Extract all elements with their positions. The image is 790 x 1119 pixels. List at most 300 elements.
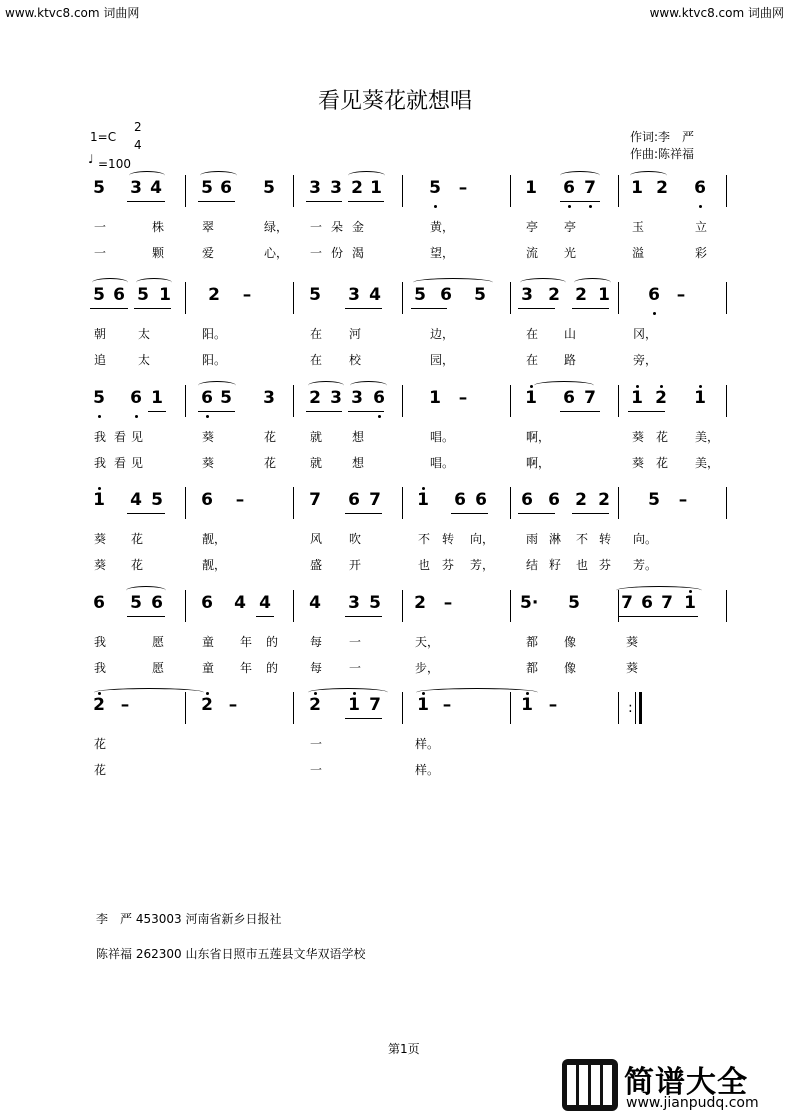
lyric-verse1: 啊， [526, 430, 551, 444]
header-left: www.ktvc8.com 词曲网 [5, 6, 140, 20]
lyric-verse2: 光 [564, 246, 577, 260]
bar-line [185, 590, 186, 622]
lyric-verse2: 也 [418, 558, 431, 572]
note: 1 [521, 695, 533, 715]
note: 1 [417, 695, 429, 715]
lyric-verse2: 愿 [152, 661, 165, 675]
beam-underline [127, 513, 165, 514]
slur [198, 381, 236, 390]
lyric-verse2: 芬 [442, 558, 455, 572]
bar-line [185, 282, 186, 314]
bar-line [293, 175, 294, 207]
octave-dot [526, 692, 529, 695]
note: 5 [369, 593, 381, 613]
note: 2 [309, 695, 321, 715]
note: 4 [130, 490, 142, 510]
note: 2 [598, 490, 610, 510]
key-signature: 1=C [90, 130, 117, 144]
lyric-verse2: 一 [349, 661, 362, 675]
lyric-verse2: 也 [576, 558, 589, 572]
lyric-verse1: 花 [131, 532, 144, 546]
lyric-verse2: 溢 [632, 246, 645, 260]
bar-line [293, 282, 294, 314]
note: 7 [369, 695, 381, 715]
slur [413, 278, 493, 287]
note: 1 [684, 593, 696, 613]
lyric-verse2: 阳。 [202, 353, 227, 367]
note: 2 [656, 178, 668, 198]
slur [520, 278, 566, 287]
note: 6 [201, 490, 213, 510]
octave-dot [98, 487, 101, 490]
beam-underline [348, 201, 384, 202]
lyric-verse1: 看 [114, 430, 127, 444]
lyric-verse2: 我 [94, 661, 107, 675]
lyric-verse2: 美， [695, 456, 720, 470]
octave-dot [660, 385, 663, 388]
bar-line [618, 175, 619, 207]
note: 1 [348, 695, 360, 715]
note: 1 [598, 285, 610, 305]
beam-underline [345, 308, 382, 309]
note: 5 [414, 285, 426, 305]
note: – [548, 695, 558, 715]
note: 6 [151, 593, 163, 613]
beam-underline [127, 201, 165, 202]
lyric-verse2: 望， [430, 246, 455, 260]
lyric-verse1: 美， [695, 430, 720, 444]
lyric-verse2: 太 [138, 353, 151, 367]
note: 6 [454, 490, 466, 510]
note: 5 [474, 285, 486, 305]
note: 2 [208, 285, 220, 305]
note: 5 [93, 285, 105, 305]
slur [200, 171, 237, 180]
lyric-verse1: 花 [264, 430, 277, 444]
lyric-verse2: 一 [310, 763, 323, 777]
lyric-verse1: 天， [415, 635, 440, 649]
lyric-verse2: 葵 [94, 558, 107, 572]
octave-dot [689, 590, 692, 593]
note: – [458, 178, 468, 198]
octave-dot [530, 385, 533, 388]
slur [308, 381, 344, 390]
bar-line [402, 282, 403, 314]
page-title: 看见葵花就想唱 [317, 89, 472, 114]
lyric-verse1: 愿 [152, 635, 165, 649]
note: 6 [521, 490, 533, 510]
note: 5 [130, 593, 142, 613]
octave-dot [135, 415, 138, 418]
lyric-verse2: 一 [310, 246, 323, 260]
octave-dot [589, 205, 592, 208]
lyric-verse2: 在 [310, 353, 323, 367]
lyric-verse1: 一 [94, 220, 107, 234]
note: 5 [220, 388, 232, 408]
note: 3 [263, 388, 275, 408]
note: 3 [521, 285, 533, 305]
staff-row [88, 487, 728, 587]
bar-line [618, 692, 619, 724]
note: 4 [369, 285, 381, 305]
beam-underline [572, 513, 609, 514]
note: 2 [201, 695, 213, 715]
octave-dot [206, 415, 209, 418]
octave-dot [353, 692, 356, 695]
lyric-verse2: 的 [266, 661, 279, 675]
beam-underline [256, 616, 274, 617]
note: 7 [621, 593, 633, 613]
bar-line [618, 282, 619, 314]
lyric-verse2: 开 [349, 558, 362, 572]
lyric-verse1: 一 [349, 635, 362, 649]
lyric-verse2: 一 [94, 246, 107, 260]
octave-dot [422, 692, 425, 695]
lyric-verse2: 年 [240, 661, 253, 675]
lyric-verse1: 向， [470, 532, 495, 546]
lyric-verse2: 花 [131, 558, 144, 572]
note: 3 [330, 388, 342, 408]
lyric-verse2: 心， [264, 246, 289, 260]
lyric-verse1: 唱。 [430, 430, 455, 444]
bar-line [402, 385, 403, 417]
beam-underline [518, 513, 555, 514]
bar-line [726, 175, 727, 207]
note: – [442, 695, 452, 715]
lyric-verse1: 朝 [94, 327, 107, 341]
beam-underline [560, 411, 600, 412]
beam-underline [345, 513, 382, 514]
staff-row [88, 692, 728, 792]
beam-underline [628, 411, 665, 412]
note: 5 [93, 388, 105, 408]
octave-dot [314, 692, 317, 695]
lyric-verse2: 就 [310, 456, 323, 470]
lyric-verse2: 结 [526, 558, 539, 572]
lyric-verse2: 在 [526, 353, 539, 367]
lyric-verse1: 的 [266, 635, 279, 649]
lyric-verse2: 盛 [310, 558, 323, 572]
slur [348, 171, 385, 180]
beam-underline [90, 308, 128, 309]
note: 6 [348, 490, 360, 510]
note: 4 [259, 593, 271, 613]
lyric-verse1: 太 [138, 327, 151, 341]
octave-dot [434, 205, 437, 208]
note: 7 [584, 178, 596, 198]
note: 1 [631, 388, 643, 408]
lyric-verse2: 每 [310, 661, 323, 675]
bar-line [618, 385, 619, 417]
note: 2 [351, 178, 363, 198]
note: 6 [694, 178, 706, 198]
note: 3 [330, 178, 342, 198]
bar-line [510, 385, 511, 417]
lyric-verse1: 阳。 [202, 327, 227, 341]
lyric-verse1: 朵 [331, 220, 344, 234]
bar-line [510, 175, 511, 207]
lyric-verse1: 绿， [264, 220, 289, 234]
lyric-verse2: 芬 [599, 558, 612, 572]
lyric-verse2: 流 [526, 246, 539, 260]
note: 2 [93, 695, 105, 715]
note: 6 [563, 388, 575, 408]
lyric-verse1: 株 [152, 220, 165, 234]
octave-dot [378, 415, 381, 418]
lyric-verse1: 就 [310, 430, 323, 444]
note: 6 [440, 285, 452, 305]
note: – [458, 388, 468, 408]
lyric-verse2: 籽 [549, 558, 562, 572]
note: 5 [93, 178, 105, 198]
beam-underline [560, 201, 600, 202]
lyric-verse2: 我 [94, 456, 107, 470]
lyric-verse1: 转 [599, 532, 612, 546]
note: 2 [575, 285, 587, 305]
lyric-verse1: 不 [576, 532, 589, 546]
note: 7 [584, 388, 596, 408]
bar-line [293, 487, 294, 519]
note: 3 [130, 178, 142, 198]
lyric-verse1: 玉 [632, 220, 645, 234]
note: 6 [130, 388, 142, 408]
lyric-verse1: 亭 [564, 220, 577, 234]
note: 5 [201, 178, 213, 198]
time-bottom: 4 [134, 138, 142, 152]
lyric-verse2: 葵 [632, 456, 645, 470]
note: 4 [309, 593, 321, 613]
beam-underline [198, 411, 235, 412]
lyric-verse1: 吹 [349, 532, 362, 546]
note: – [242, 285, 252, 305]
lyric-verse1: 金 [352, 220, 365, 234]
beam-underline [572, 308, 609, 309]
slur [416, 688, 538, 697]
lyric-verse1: 向。 [633, 532, 658, 546]
tempo: =100 [98, 157, 131, 171]
lyric-verse1: 淋 [549, 532, 562, 546]
lyric-verse1: 立 [695, 220, 708, 234]
note: – [676, 285, 686, 305]
beam-underline [618, 616, 698, 617]
lyric-verse1: 年 [240, 635, 253, 649]
bar-line [185, 175, 186, 207]
note: 4 [150, 178, 162, 198]
piano-icon [560, 1057, 620, 1113]
note: 6 [201, 593, 213, 613]
lyric-verse1: 在 [526, 327, 539, 341]
lyric-verse1: 葵 [202, 430, 215, 444]
slur [136, 278, 172, 287]
bar-line [293, 590, 294, 622]
lyric-verse2: 校 [349, 353, 362, 367]
beam-underline [198, 201, 235, 202]
lyric-verse1: 黄， [430, 220, 455, 234]
lyric-verse1: 山 [564, 327, 577, 341]
beam-underline [306, 201, 342, 202]
lyric-verse1: 冈， [633, 327, 658, 341]
note: 2 [414, 593, 426, 613]
lyric-verse2: 彩 [695, 246, 708, 260]
octave-dot [568, 205, 571, 208]
footer-line1: 李 严 453003 河南省新乡日报社 [96, 912, 282, 926]
note: – [228, 695, 238, 715]
lyric-verse1: 一 [310, 220, 323, 234]
note: 4 [234, 593, 246, 613]
note: 3 [309, 178, 321, 198]
bar-line [293, 692, 294, 724]
beam-underline [451, 513, 488, 514]
note: 6 [220, 178, 232, 198]
note: 6 [641, 593, 653, 613]
lyric-verse2: 啊， [526, 456, 551, 470]
bar-line [726, 487, 727, 519]
note: 1 [429, 388, 441, 408]
note: 1 [93, 490, 105, 510]
slur [94, 688, 204, 697]
staff-row [88, 282, 728, 382]
lyric-verse2: 路 [564, 353, 577, 367]
note: 6 [201, 388, 213, 408]
header-right: www.ktvc8.com 词曲网 [649, 6, 784, 20]
note: 3 [348, 593, 360, 613]
lyric-verse1: 葵 [632, 430, 645, 444]
bar-line [185, 385, 186, 417]
lyric-verse2: 步， [415, 661, 440, 675]
lyric-verse2: 爱 [202, 246, 215, 260]
slur [350, 381, 387, 390]
logo-text: 简谱大全 [624, 1065, 748, 1100]
octave-dot [699, 205, 702, 208]
note: 2 [575, 490, 587, 510]
final-barline [635, 692, 636, 724]
lyric-verse2: 唱。 [430, 456, 455, 470]
lyric-verse1: 童 [202, 635, 215, 649]
bar-line [510, 590, 511, 622]
lyric-verse2: 花 [656, 456, 669, 470]
note: 5 [137, 285, 149, 305]
lyric-verse1: 花 [656, 430, 669, 444]
lyric-verse2: 芳， [470, 558, 495, 572]
lyric-verse1: 像 [564, 635, 577, 649]
octave-dot [206, 692, 209, 695]
lyric-verse2: 园， [430, 353, 455, 367]
note: – [120, 695, 130, 715]
lyric-verse2: 芳。 [633, 558, 658, 572]
lyric-verse1: 河 [349, 327, 362, 341]
octave-dot [422, 487, 425, 490]
bar-line [402, 487, 403, 519]
note: 1 [159, 285, 171, 305]
lyric-verse1: 想 [352, 430, 365, 444]
beam-underline [306, 411, 342, 412]
note: 6 [93, 593, 105, 613]
slur [129, 171, 165, 180]
lyric-verse1: 花 [94, 737, 107, 751]
final-barline [639, 692, 642, 724]
lyric-verse2: 追 [94, 353, 107, 367]
time-top: 2 [134, 120, 142, 134]
lyric-verse1: 每 [310, 635, 323, 649]
site-logo [560, 1057, 780, 1113]
note: 7 [309, 490, 321, 510]
footer-line2: 陈祥福 262300 山东省日照市五莲县文华双语学校 [96, 947, 366, 961]
note: 6 [475, 490, 487, 510]
beam-underline [518, 308, 555, 309]
note: – [235, 490, 245, 510]
lyric-verse1: 葵 [626, 635, 639, 649]
octave-dot [653, 312, 656, 315]
note: 5 [648, 490, 660, 510]
beam-underline [345, 718, 382, 719]
lyric-verse1: 葵 [94, 532, 107, 546]
staff-row [88, 590, 728, 690]
lyric-verse2: 看 [114, 456, 127, 470]
note: 5 [429, 178, 441, 198]
lyric-verse1: 都 [526, 635, 539, 649]
staff-row [88, 385, 728, 485]
lyric-verse2: 葵 [202, 456, 215, 470]
bar-line [726, 282, 727, 314]
octave-dot [98, 692, 101, 695]
lyric-verse1: 样。 [415, 737, 440, 751]
bar-line [185, 487, 186, 519]
lyric-verse2: 花 [94, 763, 107, 777]
beam-underline [148, 411, 166, 412]
bar-line [510, 487, 511, 519]
lyric-verse1: 边， [430, 327, 455, 341]
lyric-verse2: 都 [526, 661, 539, 675]
note: 6 [113, 285, 125, 305]
note: 5 [263, 178, 275, 198]
note: 5 [151, 490, 163, 510]
note: – [678, 490, 688, 510]
slur [574, 278, 611, 287]
lyric-verse2: 童 [202, 661, 215, 675]
note: 6 [563, 178, 575, 198]
note: 2 [655, 388, 667, 408]
bar-line [402, 692, 403, 724]
lyric-verse1: 翠 [202, 220, 215, 234]
bar-line [726, 385, 727, 417]
note: 7 [661, 593, 673, 613]
octave-dot [699, 385, 702, 388]
logo-url: www.jianpudq.com [626, 1095, 759, 1111]
slur [560, 171, 600, 180]
note: 2 [309, 388, 321, 408]
note: 1 [525, 388, 537, 408]
bar-line [402, 590, 403, 622]
lyric-verse1: 不 [418, 532, 431, 546]
note: 2 [548, 285, 560, 305]
slur [630, 171, 667, 180]
beam-underline [348, 411, 384, 412]
slur [92, 278, 128, 287]
bar-line [402, 175, 403, 207]
repeat-sign: : [628, 700, 633, 716]
note: 3 [351, 388, 363, 408]
note: 1 [631, 178, 643, 198]
composer: 作曲:陈祥福 [630, 147, 695, 161]
lyric-verse2: 靓， [202, 558, 227, 572]
bar-line [293, 385, 294, 417]
beam-underline [134, 308, 171, 309]
lyric-verse1: 靓， [202, 532, 227, 546]
lyric-verse1: 我 [94, 430, 107, 444]
note: 3 [348, 285, 360, 305]
note: 1 [151, 388, 163, 408]
slur [126, 586, 166, 595]
